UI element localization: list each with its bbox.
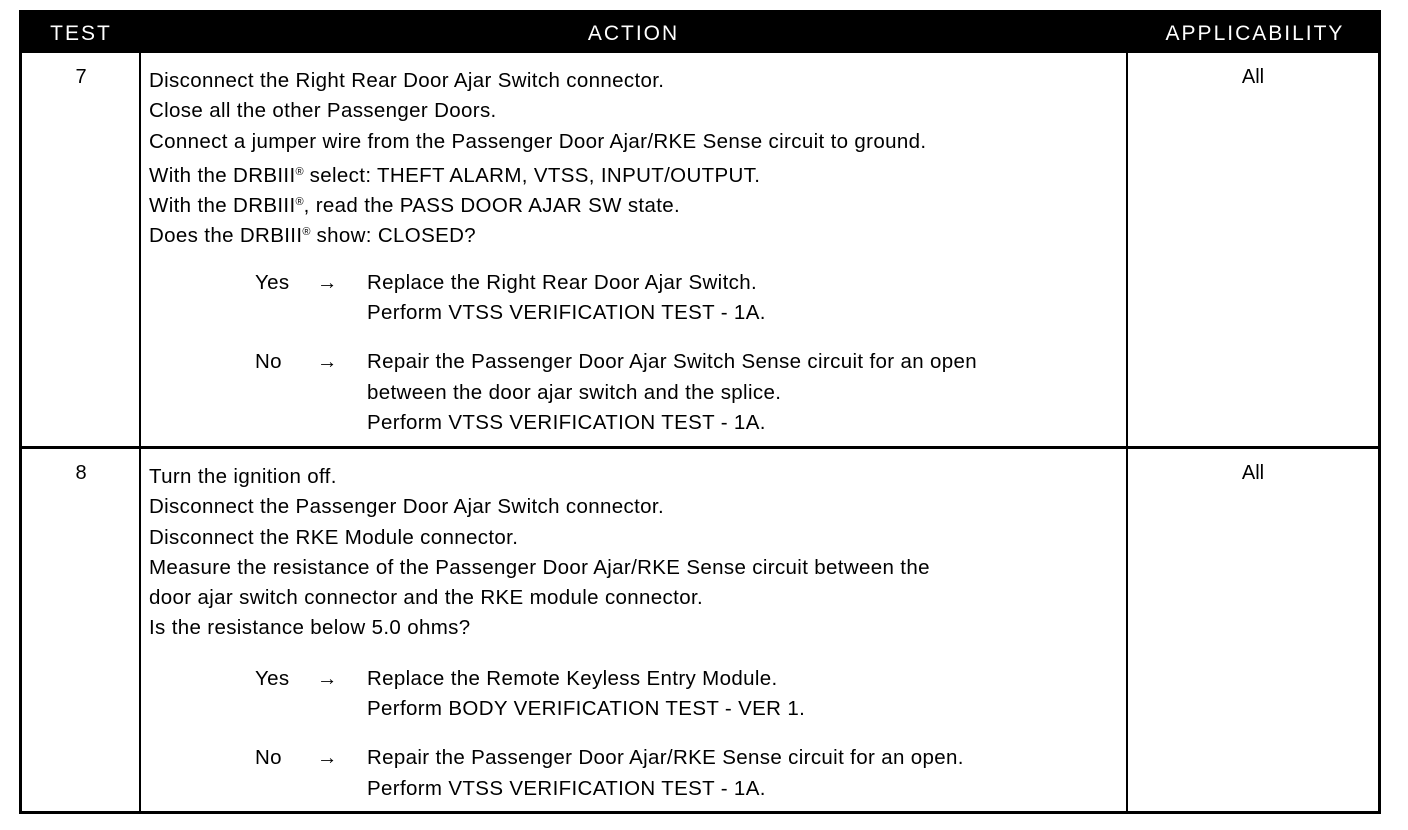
action-cell [149,462,1124,804]
answer-line: between the door ajar switch and the splice. [367,380,782,404]
answer-label: Yes [255,666,290,690]
right-arrow-icon: → [317,746,338,770]
right-arrow-icon: → [317,270,338,294]
header-action: ACTION [587,22,680,45]
action-step: Disconnect the Right Rear Door Ajar Switch connector. [149,69,665,92]
answer-no [149,347,1124,438]
answer-yes [149,268,1124,329]
test-number: 8 [75,462,87,484]
action-step: door ajar switch connector and the RKE module connector. [149,586,704,610]
action-step: Turn the ignition off. [149,465,337,488]
registered-mark: ® [295,196,304,209]
answer-list [149,268,1124,438]
diagnostic-test-table [19,10,1381,814]
answer-line: Replace the Right Rear Door Ajar Switch. [367,270,758,294]
applicability-value: All [1241,66,1265,88]
answer-line: Repair the Passenger Door Ajar Switch Sense circuit for an open [367,350,978,374]
table-row-test-8 [22,449,1378,811]
action-step: Measure the resistance of the Passenger Door Ajar/RKE Sense circuit between the [149,555,930,579]
answer-label: Yes [255,270,290,294]
action-step-drb-read [149,187,1124,217]
table-row-test-7 [22,53,1378,446]
answer-no [149,743,1124,804]
table-header [22,13,1378,53]
answer-list [149,664,1124,804]
header-test: TEST [50,22,112,45]
right-arrow-icon: → [317,350,338,374]
answer-line: Perform VTSS VERIFICATION TEST - 1A. [367,410,766,434]
answer-label: No [255,350,282,374]
step-text: show: CLOSED? [310,224,477,248]
action-step: Disconnect the Passenger Door Ajar Switch connector. [149,495,665,519]
header-applicability: APPLICABILITY [1165,22,1345,45]
test-number: 7 [75,66,87,88]
right-arrow-icon: → [317,666,338,690]
action-step: Connect a jumper wire from the Passenger Door Ajar/RKE Sense circuit to ground. [149,129,927,153]
step-text: Does the DRBIII [149,224,303,248]
action-question: Is the resistance below 5.0 ohms? [149,616,471,640]
answer-line: Replace the Remote Keyless Entry Module. [367,666,778,690]
applicability-value: All [1241,462,1265,484]
step-text: select: THEFT ALARM, VTSS, INPUT/OUTPUT. [303,163,761,187]
action-question [149,217,1124,247]
action-step: Close all the other Passenger Doors. [149,99,497,123]
action-step-drb-select [149,157,1124,187]
registered-mark: ® [295,165,304,178]
step-text: , read the PASS DOOR AJAR SW state. [303,194,681,218]
action-cell [149,66,1124,438]
answer-line: Repair the Passenger Door Ajar/RKE Sense circuit for an open. [367,746,964,770]
answer-line: Perform BODY VERIFICATION TEST - VER 1. [367,697,806,721]
action-step: Disconnect the RKE Module connector. [149,525,519,549]
registered-mark: ® [302,226,311,239]
answer-yes [149,664,1124,725]
step-text: With the DRBIII [149,163,296,187]
step-text: With the DRBIII [149,194,296,218]
answer-label: No [255,746,282,770]
answer-line: Perform VTSS VERIFICATION TEST - 1A. [367,776,766,800]
answer-line: Perform VTSS VERIFICATION TEST - 1A. [367,301,766,325]
